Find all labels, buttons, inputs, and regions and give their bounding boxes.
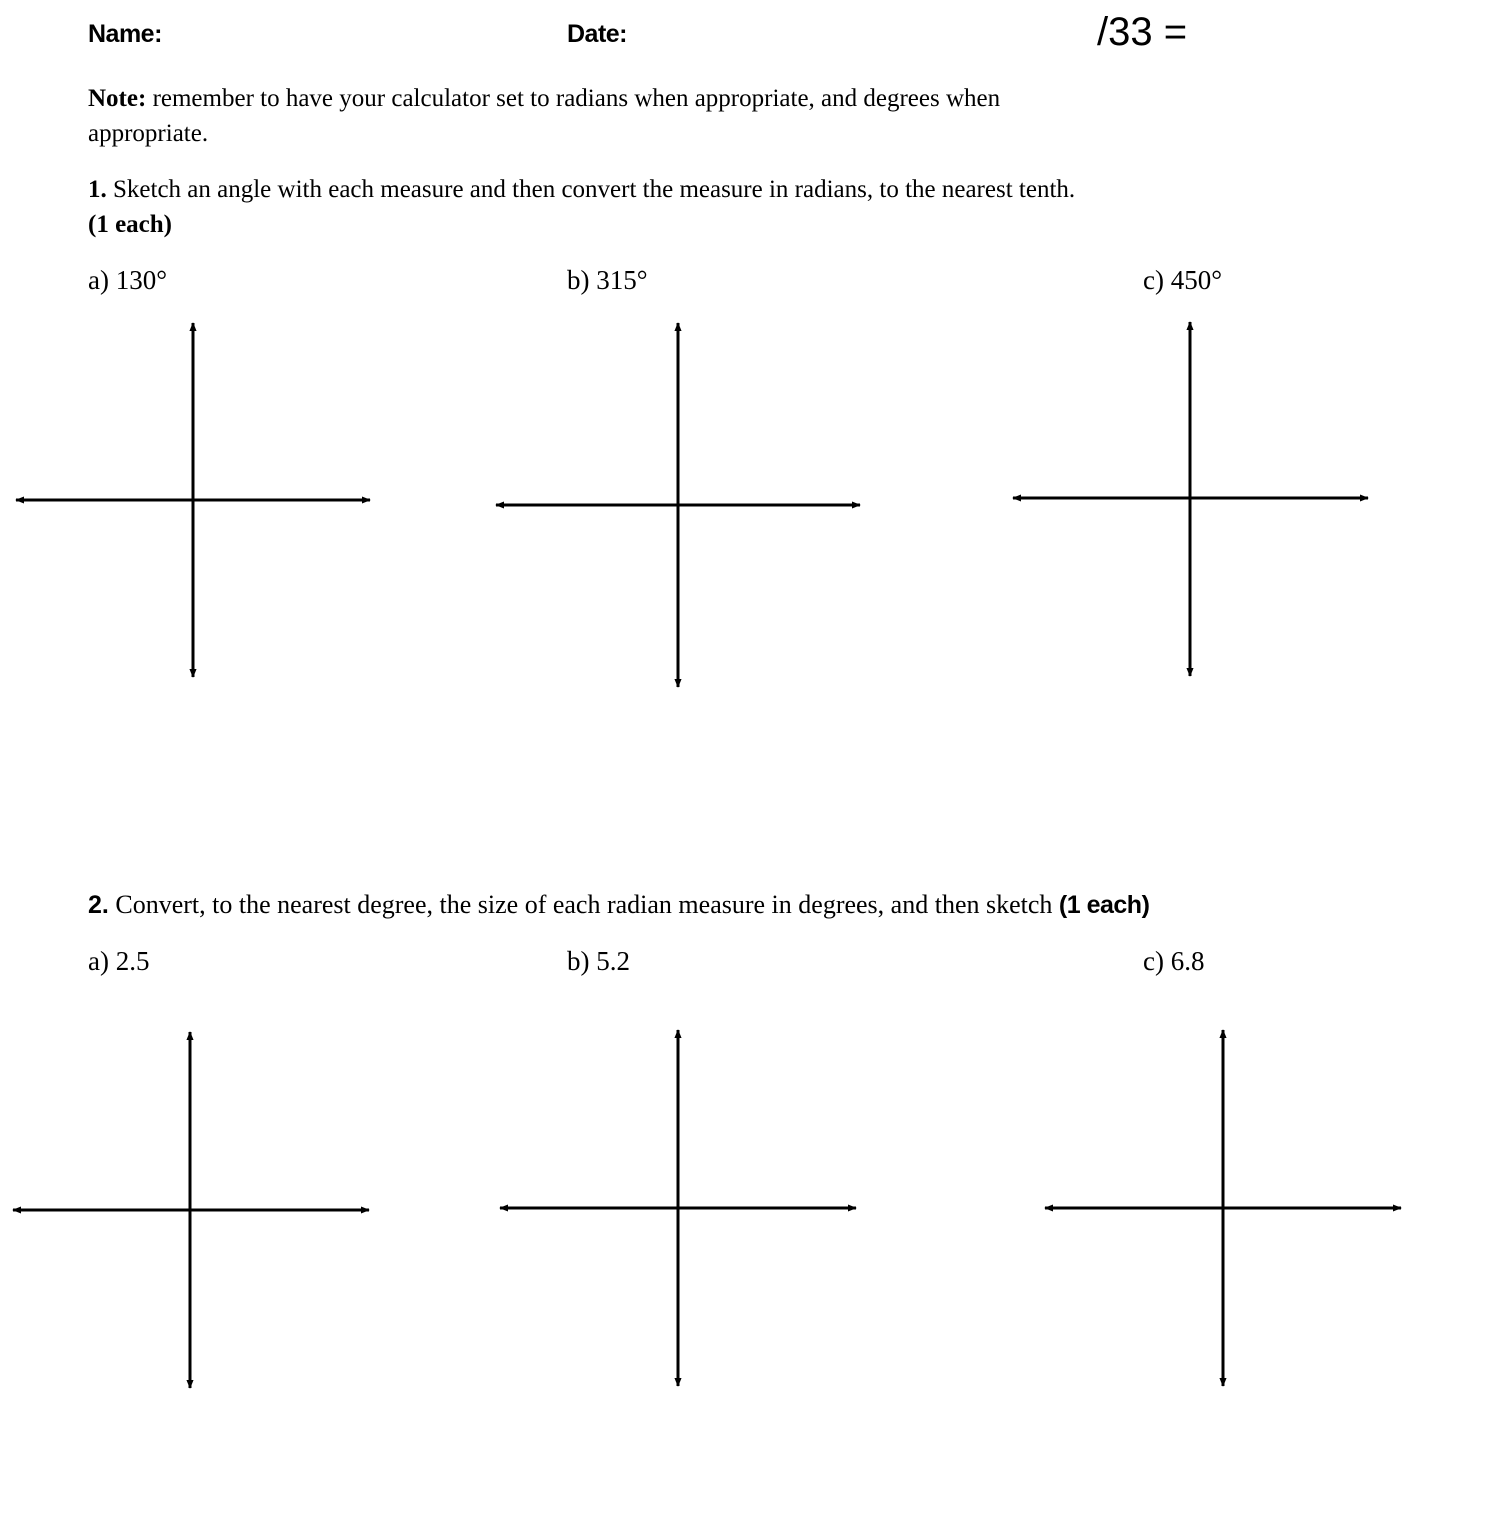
question-1-points: (1 each) xyxy=(88,211,172,238)
name-label: Name: xyxy=(88,20,162,48)
q1-part-a-axes[interactable] xyxy=(16,323,370,677)
q1-part-b-axes[interactable] xyxy=(496,323,860,687)
q1-part-c-label: c) 450° xyxy=(1143,265,1223,295)
question-2-points: (1 each) xyxy=(1058,891,1150,919)
q2-part-a-label: a) 2.5 xyxy=(88,946,150,976)
date-label: Date: xyxy=(567,20,628,48)
question-1-text: Sketch an angle with each measure and then convert the measure in radians, to the nearest tenth. xyxy=(106,176,1076,203)
question-2-number: 2. xyxy=(88,891,109,919)
question-2 xyxy=(88,890,1149,920)
q2-part-c-axes[interactable] xyxy=(1045,1030,1401,1386)
q1-part-c-axes[interactable] xyxy=(1013,322,1368,676)
question-1-number: 1. xyxy=(88,176,107,203)
q2-part-a-axes[interactable] xyxy=(13,1032,369,1388)
q2-part-c-label: c) 6.8 xyxy=(1143,946,1205,976)
note-text-line1: remember to have your calculator set to radians when appropriate, and degrees when xyxy=(146,85,1001,112)
q2-part-b-axes[interactable] xyxy=(500,1030,856,1386)
question-2-text: Convert, to the nearest degree, the size of each radian measure in degrees, and then sketch xyxy=(115,890,1053,919)
score-total: /33 = xyxy=(1097,10,1188,54)
note-text-line2: appropriate. xyxy=(88,120,209,147)
q1-part-b-label: b) 315° xyxy=(567,265,648,295)
note-label: Note: xyxy=(88,85,147,112)
q1-part-a-label: a) 130° xyxy=(88,265,168,295)
q2-part-b-label: b) 5.2 xyxy=(567,946,630,976)
